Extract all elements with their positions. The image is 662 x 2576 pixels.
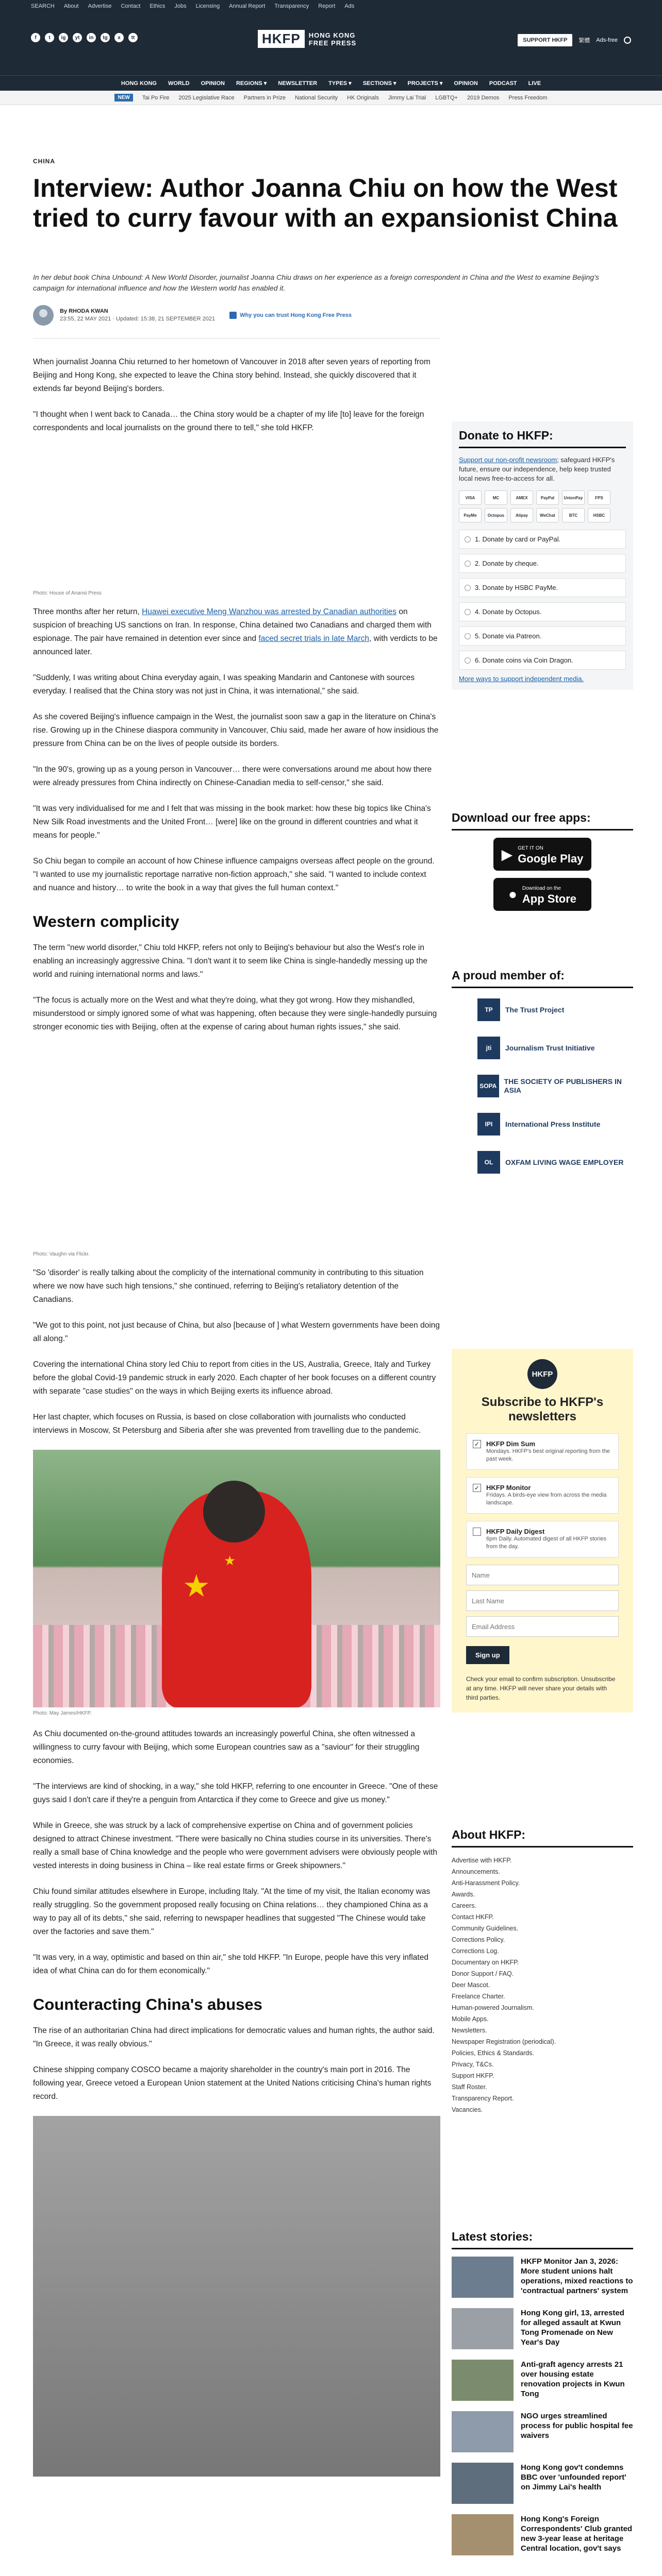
twitter-icon[interactable]: t bbox=[45, 33, 54, 42]
nav-sections[interactable]: SECTIONS ▾ bbox=[362, 80, 396, 87]
newsletter-option-text bbox=[486, 1528, 612, 1551]
nav-newsletter[interactable]: NEWSLETTER bbox=[278, 80, 318, 87]
member-logo-jti[interactable] bbox=[452, 1033, 633, 1062]
apps-widget bbox=[452, 811, 633, 918]
payme-icon: PayMe bbox=[459, 508, 482, 522]
trending-item[interactable]: HK Originals bbox=[347, 94, 379, 101]
about-item[interactable]: Awards. bbox=[452, 1891, 475, 1898]
paragraph: While in Greece, she was struck by a lack of comprehensive expertise on China and of government policies designed to attract Chinese investment. "There were basically no China studies course in its universities. There's really a small base of China knowledge and the people who were government advisers were obviously people with vested interests in doing business in China – like real estate firms or Greek shipowners." bbox=[33, 1821, 438, 1870]
article-standfirst: In her debut book China Unbound: A New World Disorder, journalist Joanna Chiu draws on her experience as a foreign correspondent in China and the West to examine Beijing's campaign for international influence and how the Western world has enabled it. bbox=[33, 273, 599, 292]
app-store-small: Download on the bbox=[522, 886, 561, 891]
amex-icon: AMEX bbox=[510, 490, 533, 505]
visa-icon: VISA bbox=[459, 490, 482, 505]
paragraph bbox=[33, 605, 440, 659]
about-item[interactable]: Community Guidelines. bbox=[452, 1925, 519, 1932]
about-item[interactable]: Corrections Policy. bbox=[452, 1936, 505, 1943]
jti-icon: jti bbox=[477, 1037, 500, 1059]
trending-item[interactable]: Partners in Prize bbox=[243, 94, 286, 101]
paragraph: "In the 90's, growing up as a young person in Vancouver… there were conversations around me about how there were already pressures from China indirectly on Chinese-Canadian media to self-censor," she said. bbox=[33, 765, 432, 787]
star-icon: ★ bbox=[183, 1569, 210, 1603]
story-thumbnail bbox=[452, 2308, 514, 2349]
author-name[interactable]: By RHODA KWAN bbox=[60, 308, 108, 314]
trending-item[interactable]: 2019 Demos bbox=[467, 94, 500, 101]
trending-bar bbox=[0, 91, 662, 105]
story-item[interactable] bbox=[452, 2257, 633, 2298]
paragraph-text: , with verdicts to be announced later. bbox=[33, 634, 438, 656]
story-thumbnail bbox=[452, 2360, 514, 2401]
utility-report[interactable]: Report bbox=[318, 3, 336, 9]
newsletter-option-daily-digest[interactable] bbox=[466, 1521, 619, 1557]
newsletter-heading: Subscribe to HKFP's newsletters bbox=[481, 1395, 604, 1423]
trending-badge: NEW bbox=[114, 94, 133, 101]
paragraph-text: on suspicion of breaching US sanctions on Iran. In response, China detained two Canadians and charged them with espionage. The pair have remained in detention ever since and bbox=[33, 607, 432, 643]
story-thumbnail bbox=[452, 2463, 514, 2504]
site-logo[interactable] bbox=[258, 30, 356, 48]
member-logo-sopa[interactable] bbox=[452, 1072, 633, 1100]
article-photo-bottom bbox=[33, 2116, 440, 2477]
story-title: Hong Kong girl, 13, arrested for alleged assault at Kwun Tong Promenade on New Year's Day bbox=[521, 2309, 624, 2347]
paragraph: "We got to this point, not just because of China, but also [because of ] what Western governments have been doing all along." bbox=[33, 1321, 440, 1343]
language-switch[interactable]: 繁體 bbox=[578, 38, 590, 44]
instagram-icon[interactable]: ig bbox=[59, 33, 68, 42]
google-play-text bbox=[518, 843, 583, 866]
google-play-button[interactable] bbox=[493, 838, 591, 871]
signup-button[interactable]: Sign up bbox=[466, 1646, 509, 1664]
trust-label: Why you can trust Hong Kong Free Press bbox=[240, 312, 352, 318]
utility-annual-report[interactable]: Annual Report bbox=[229, 3, 266, 9]
newsletter-name: HKFP Dim Sum bbox=[486, 1440, 536, 1448]
linkedin-icon[interactable]: in bbox=[87, 33, 96, 42]
main-nav bbox=[0, 75, 662, 91]
payment-cards bbox=[459, 490, 626, 522]
member-name: Journalism Trust Initiative bbox=[505, 1043, 595, 1052]
site-header bbox=[0, 0, 662, 75]
nav-opinion[interactable]: OPINION bbox=[201, 80, 225, 87]
paragraph: Chiu found similar attitudes elsewhere in Europe, including Italy. "At the time of my visit, the Italian economy was really struggling. So the government proposed really focusing on China relations… they championed China as a way to pay all of its debts," she said, referring to newspaper headlines that suggested "The Chinese would take over the factories and save them." bbox=[33, 1887, 431, 1936]
member-logo-trust-project[interactable] bbox=[452, 995, 633, 1024]
person-head-graphic bbox=[203, 1481, 265, 1543]
utility-search[interactable]: SEARCH bbox=[31, 3, 55, 9]
checkbox-icon[interactable] bbox=[473, 1528, 481, 1536]
donate-option-label: 1. Donate by card or PayPal. bbox=[475, 535, 561, 543]
story-thumbnail bbox=[452, 2257, 514, 2298]
about-item[interactable]: Staff Roster. bbox=[452, 2083, 487, 2091]
trending-item[interactable]: Tai Po Fire bbox=[142, 94, 170, 101]
about-item[interactable]: Support HKFP. bbox=[452, 2072, 494, 2079]
last-name-field[interactable] bbox=[466, 1590, 619, 1611]
play-store-icon: ▶ bbox=[501, 846, 513, 862]
story-item[interactable] bbox=[452, 2411, 633, 2452]
more-ways-link[interactable]: More ways to support independent media. bbox=[459, 675, 584, 683]
about-item[interactable]: Careers. bbox=[452, 1902, 476, 1909]
utility-contact[interactable]: Contact bbox=[121, 3, 141, 9]
logo-mark: HKFP bbox=[258, 30, 305, 48]
story-thumbnail bbox=[452, 2411, 514, 2452]
youtube-icon[interactable]: yt bbox=[73, 33, 82, 42]
donate-desc bbox=[459, 455, 626, 483]
paragraph: Her last chapter, which focuses on Russia, is based on close collaboration with journalists who conducted interviews in Moscow, St Petersburg and Siberia after she was prevented from travelling due to the pandemic. bbox=[33, 1413, 421, 1435]
ad-space bbox=[33, 1046, 440, 1242]
trending-item[interactable]: Jimmy Lai Trial bbox=[388, 94, 426, 101]
newsletter-name: HKFP Monitor bbox=[486, 1484, 531, 1492]
app-store-text bbox=[522, 883, 576, 906]
radio-icon bbox=[465, 657, 471, 664]
member-name: THE SOCIETY OF PUBLISHERS IN ASIA bbox=[504, 1077, 622, 1094]
newsletter-desc: Fridays. A birds-eye view from across the media landscape. bbox=[486, 1492, 607, 1506]
article-title: Interview: Author Joanna Chiu on how the West tried to curry favour with an expansionist China bbox=[33, 174, 618, 232]
newsletter-desc: Mondays. HKFP's best original reporting from the past week. bbox=[486, 1448, 610, 1462]
byline bbox=[33, 301, 352, 330]
byline-text bbox=[60, 308, 215, 323]
google-play-small: GET IT ON bbox=[518, 845, 543, 851]
tiktok-icon[interactable]: tt bbox=[128, 33, 138, 42]
about-item[interactable]: Corrections Log. bbox=[452, 1947, 499, 1955]
story-title: Hong Kong's Foreign Correspondents' Club granted new 3-year lease at heritage Central location, gov't says bbox=[521, 2515, 633, 2553]
about-item[interactable]: Privacy, T&Cs. bbox=[452, 2061, 494, 2068]
google-play-big: Google Play bbox=[518, 852, 584, 865]
wechat-icon: WeChat bbox=[536, 508, 559, 522]
bitcoin-icon: BTC bbox=[562, 508, 585, 522]
nav-opinion-2[interactable]: OPINION bbox=[454, 80, 478, 87]
logo-line2: FREE PRESS bbox=[308, 39, 357, 47]
about-item[interactable]: Freelance Charter. bbox=[452, 1993, 505, 2000]
app-store-big: App Store bbox=[522, 892, 577, 905]
radio-icon bbox=[465, 561, 471, 567]
radio-icon bbox=[465, 536, 471, 543]
about-item[interactable]: Newspaper Registration (periodical). bbox=[452, 2038, 556, 2045]
trust-link[interactable] bbox=[229, 312, 352, 319]
paragraph: As Chiu documented on-the-ground attitudes towards an increasingly powerful China, she often witnessed a willingness to curry favour with Beijing, which some European countries saw as a "saviour" for their struggling economies. bbox=[33, 1730, 420, 1765]
latest-title: Latest stories: bbox=[452, 2230, 633, 2249]
social-links bbox=[31, 33, 138, 42]
donate-option[interactable] bbox=[459, 626, 626, 646]
ipi-icon: IPI bbox=[477, 1113, 500, 1136]
utility-bar bbox=[0, 0, 662, 12]
member-widget bbox=[452, 969, 633, 1186]
member-logo-ipi[interactable] bbox=[452, 1110, 633, 1139]
about-item[interactable]: Advertise with HKFP. bbox=[452, 1857, 512, 1864]
photo-caption: Photo: House of Anansi Press bbox=[33, 590, 102, 596]
utility-advertise[interactable]: Advertise bbox=[88, 3, 112, 9]
member-name: OXFAM LIVING WAGE EMPLOYER bbox=[505, 1158, 624, 1166]
donate-option[interactable] bbox=[459, 554, 626, 573]
nav-live[interactable]: LIVE bbox=[528, 80, 541, 87]
about-list bbox=[452, 1855, 633, 2115]
donate-link[interactable]: Support our non-profit newsroom bbox=[459, 456, 557, 464]
section-heading: Counteracting China's abuses bbox=[33, 1995, 262, 2013]
star-icon: ★ bbox=[224, 1553, 236, 1568]
mastercard-icon: MC bbox=[485, 490, 507, 505]
newsletter-option-text bbox=[486, 1440, 612, 1463]
unionpay-icon: UnionPay bbox=[562, 490, 585, 505]
trending-item[interactable]: LGBTQ+ bbox=[435, 94, 458, 101]
donate-option-label: 6. Donate coins via Coin Dragon. bbox=[475, 656, 573, 664]
paragraph: "I thought when I went back to Canada… the China story would be a chapter of my life [to] leave for the foreign correspondents and local journalists on the ground there to tell," she told HKFP. bbox=[33, 410, 424, 432]
octopus-icon: Octopus bbox=[485, 508, 507, 522]
paragraph: The term "new world disorder," Chiu told HKFP, refers not only to Beijing's behaviour but also the West's role in enabling an increasingly aggressive China. "I don't want it to seem like China is single-handedly messing up the world and ruining international norms and laws." bbox=[33, 943, 427, 979]
article-category[interactable]: CHINA bbox=[33, 158, 55, 165]
utility-ads[interactable]: Ads bbox=[344, 3, 355, 9]
donate-option[interactable] bbox=[459, 578, 626, 597]
about-item[interactable]: Contact HKFP. bbox=[452, 1913, 494, 1921]
about-item[interactable]: Documentary on HKFP. bbox=[452, 1959, 519, 1966]
nav-podcast[interactable]: PODCAST bbox=[489, 80, 517, 87]
paragraph-text: Three months after her return, bbox=[33, 607, 142, 616]
donate-option-label: 3. Donate by HSBC PayMe. bbox=[475, 584, 558, 591]
utility-transparency[interactable]: Transparency bbox=[274, 3, 309, 9]
trust-project-icon: TP bbox=[477, 998, 500, 1021]
utility-about[interactable]: About bbox=[63, 3, 79, 9]
donate-option[interactable] bbox=[459, 602, 626, 621]
utility-ethics[interactable]: Ethics bbox=[150, 3, 166, 9]
apps-title: Download our free apps: bbox=[452, 811, 633, 831]
facebook-icon[interactable]: f bbox=[31, 33, 40, 42]
hsbc-icon: HSBC bbox=[588, 508, 610, 522]
donate-widget bbox=[452, 421, 633, 690]
member-name: International Press Institute bbox=[505, 1120, 601, 1128]
app-store-button[interactable] bbox=[493, 878, 591, 911]
about-item[interactable]: Donor Support / FAQ. bbox=[452, 1970, 514, 1977]
donate-option-label: 5. Donate via Patreon. bbox=[475, 632, 542, 640]
avatar bbox=[33, 305, 54, 326]
about-title: About HKFP: bbox=[452, 1828, 633, 1848]
story-thumbnail bbox=[452, 2514, 514, 2555]
ads-free-link[interactable]: Ads-free bbox=[596, 37, 618, 43]
oxfam-icon: OL bbox=[477, 1151, 500, 1174]
utility-licensing[interactable]: Licensing bbox=[195, 3, 220, 9]
member-name: The Trust Project bbox=[505, 1005, 565, 1014]
apple-icon: ● bbox=[508, 886, 517, 902]
photo-caption: Photo: May James/HKFP. bbox=[33, 1710, 92, 1716]
nav-types[interactable]: TYPES ▾ bbox=[328, 80, 352, 87]
donate-option-label: 2. Donate by cheque. bbox=[475, 560, 539, 567]
paragraph: "It was very individualised for me and I felt that was missing in the book market: how these big topics like China's New Silk Road investments and the United Front… [were] like on the ground in different countries and what it means for people." bbox=[33, 804, 431, 840]
radio-icon bbox=[465, 585, 471, 591]
paragraph: When journalist Joanna Chiu returned to her hometown of Vancouver in 2018 after seven years of reporting from Beijing and Hong Kong, she expected to leave the China story behind. Instead, she quickly discovered that it extends far beyond Beijing's borders. bbox=[33, 358, 431, 393]
about-item[interactable]: Transparency Report. bbox=[452, 2095, 514, 2102]
checkbox-icon[interactable]: ✓ bbox=[473, 1484, 481, 1492]
section-heading: Western complicity bbox=[33, 912, 179, 930]
radio-icon bbox=[465, 633, 471, 639]
paragraph: "The interviews are kind of shocking, in a way," she told HKFP, referring to one encounter in Greece. "One of these guys said I don't care if they're a penguin from Antarctica if they come to Greece and give us money." bbox=[33, 1782, 438, 1804]
member-logo-oxfam[interactable] bbox=[452, 1148, 633, 1177]
trending-item[interactable]: Press Freedom bbox=[508, 94, 548, 101]
about-item[interactable]: Vacancies. bbox=[452, 2106, 483, 2113]
about-widget bbox=[452, 1828, 633, 2115]
nav-projects[interactable]: PROJECTS ▾ bbox=[407, 80, 443, 87]
donate-title: Donate to HKFP: bbox=[459, 429, 626, 448]
about-item[interactable]: Anti-Harassment Policy. bbox=[452, 1879, 520, 1887]
paragraph: "Suddenly, I was writing about China everyday again, I was speaking Mandarin and Cantonese with sources everyday. I realised that the China story was not just in China, it was international," she said. bbox=[33, 673, 415, 696]
inline-link-meng[interactable]: Huawei executive Meng Wanzhou was arrested by Canadian authorities bbox=[142, 607, 397, 616]
newsletter-widget bbox=[452, 1349, 633, 1713]
about-item[interactable]: Deer Mascot. bbox=[452, 1981, 490, 1989]
nav-regions[interactable]: REGIONS ▾ bbox=[236, 80, 267, 87]
email-field[interactable] bbox=[466, 1616, 619, 1637]
about-item[interactable]: Mobile Apps. bbox=[452, 2015, 489, 2023]
header-actions bbox=[518, 34, 631, 46]
newsletter-option-monitor[interactable] bbox=[466, 1477, 619, 1514]
sopa-icon: SOPA bbox=[477, 1075, 499, 1097]
publish-dates: 23:55, 22 MAY 2021 · Updated: 15:38, 21 SEPTEMBER 2021 bbox=[60, 316, 216, 322]
about-item[interactable]: Human-powered Journalism. bbox=[452, 2004, 534, 2011]
paragraph: As she covered Beijing's influence campaign in the West, the journalist soon saw a gap in the literature on China's rise. Growing up in the Chinese diaspora community in Vancouver, Chiu said, made her aware of how insidious the pressure from China can be on the lives of people outside its borders. bbox=[33, 713, 439, 748]
newsletter-option-dim-sum[interactable] bbox=[466, 1433, 619, 1470]
donate-option-label: 4. Donate by Octopus. bbox=[475, 608, 542, 616]
paragraph: "So 'disorder' is really talking about the complicity of the international community in contributing to this situation where we now have such high tensions," she continued, referring to Beijing's retaliatory detention of the Canadians. bbox=[33, 1268, 424, 1304]
donate-option[interactable] bbox=[459, 530, 626, 549]
paragraph: "The focus is actually more on the West and what they're doing, what they got wrong. How they mishandled, misunderstood or simply ignored some of what was happening, often because they were single-handedly pursuing stronger economic ties with Beijing, often at the expense of caring about human rights issues," she said. bbox=[33, 996, 437, 1031]
latest-stories-widget bbox=[452, 2230, 633, 2566]
paragraph: So Chiu began to compile an account of how Chinese influence campaigns overseas affect people on the ground. "I wanted to use my journalistic reportage narrative non-fiction approach," she said. "I wanted to include context and nuance and history… to write the book in a way that gives the full human context." bbox=[33, 857, 435, 892]
member-title: A proud member of: bbox=[452, 969, 633, 988]
newsletter-name: HKFP Daily Digest bbox=[486, 1528, 545, 1535]
radio-icon bbox=[465, 609, 471, 615]
story-item[interactable] bbox=[452, 2360, 633, 2401]
paragraph: "It was very, in a way, optimistic and based on thin air," she told HKFP. "In Europe, people have this very inflated idea of what China can do for them economically." bbox=[33, 1953, 428, 1975]
nav-hong-kong[interactable]: HONG KONG bbox=[121, 80, 157, 87]
about-item[interactable]: Newsletters. bbox=[452, 2027, 487, 2034]
ad-space bbox=[33, 447, 440, 581]
alipay-icon: Alipay bbox=[510, 508, 533, 522]
logo-line1: HONG KONG bbox=[308, 31, 356, 39]
nav-world[interactable]: WORLD bbox=[168, 80, 190, 87]
trending-item[interactable]: 2025 Legislative Race bbox=[178, 94, 235, 101]
utility-jobs[interactable]: Jobs bbox=[174, 3, 187, 9]
donate-option[interactable] bbox=[459, 651, 626, 670]
checkbox-icon[interactable]: ✓ bbox=[473, 1440, 481, 1448]
about-item[interactable]: Announcements. bbox=[452, 1868, 500, 1875]
about-item[interactable]: Policies, Ethics & Standards. bbox=[452, 2049, 534, 2057]
paypal-icon: PayPal bbox=[536, 490, 559, 505]
search-icon[interactable] bbox=[624, 37, 631, 44]
article-photo-protest bbox=[33, 1450, 440, 1707]
trending-item[interactable]: National Security bbox=[294, 94, 338, 101]
story-title: HKFP Monitor Jan 3, 2026: More student unions halt operations, mixed reactions to 'contractual partners' system bbox=[521, 2257, 633, 2295]
story-item[interactable] bbox=[452, 2308, 633, 2349]
telegram-icon[interactable]: tg bbox=[101, 33, 110, 42]
photo-caption: Photo: Vaughn via Flickr. bbox=[33, 1251, 90, 1257]
story-title: NGO urges streamlined process for public hospital fee waivers bbox=[521, 2412, 633, 2440]
story-item[interactable] bbox=[452, 2463, 633, 2504]
newsletter-note: Check your email to confirm subscription. Unsubscribe at any time. HKFP will never share your details with third parties. bbox=[466, 1675, 616, 1701]
newsletter-desc: 6pm Daily. Automated digest of all HKFP stories from the day. bbox=[486, 1536, 607, 1550]
fps-icon: FPS bbox=[588, 490, 610, 505]
newsletter-logo: HKFP bbox=[527, 1359, 557, 1389]
paragraph: Chinese shipping company COSCO became a majority shareholder in the country's main port in 2016. The following year, Greece vetoed a European Union statement at the United Nations criticising China's human rights record. bbox=[33, 2065, 432, 2101]
paragraph: The rise of an authoritarian China had direct implications for democratic values and human rights, the author said. "In Greece, it was really obvious." bbox=[33, 2026, 435, 2048]
inline-link-trials[interactable]: faced secret trials in late March bbox=[258, 634, 369, 643]
support-button[interactable]: SUPPORT HKFP bbox=[518, 34, 572, 46]
newsletter-option-text bbox=[486, 1484, 612, 1507]
trust-icon bbox=[229, 312, 237, 319]
paragraph: Covering the international China story led Chiu to report from cities in the US, Australia, Greece, Italy and Turkey before the global Covid-19 pandemic struck in early 2020. Each chapter of her book focuses on a different country with separate "case studies" on the ways in which Beijing exerts its influence abroad. bbox=[33, 1360, 436, 1396]
story-title: Anti-graft agency arrests 21 over housing estate renovation projects in Kwun Tong bbox=[521, 2360, 625, 2398]
logo-text bbox=[309, 31, 356, 47]
story-title: Hong Kong gov't condemns BBC over 'unfounded report' on Jimmy Lai's health bbox=[521, 2463, 626, 2492]
story-item[interactable] bbox=[452, 2514, 633, 2555]
x-icon[interactable]: x bbox=[114, 33, 124, 42]
article-body bbox=[33, 355, 440, 2477]
first-name-field[interactable] bbox=[466, 1565, 619, 1585]
donate-desc-text: ; safeguard HKFP's future, ensure our independence, help keep trusted local news free-to-access for all. bbox=[459, 456, 615, 482]
